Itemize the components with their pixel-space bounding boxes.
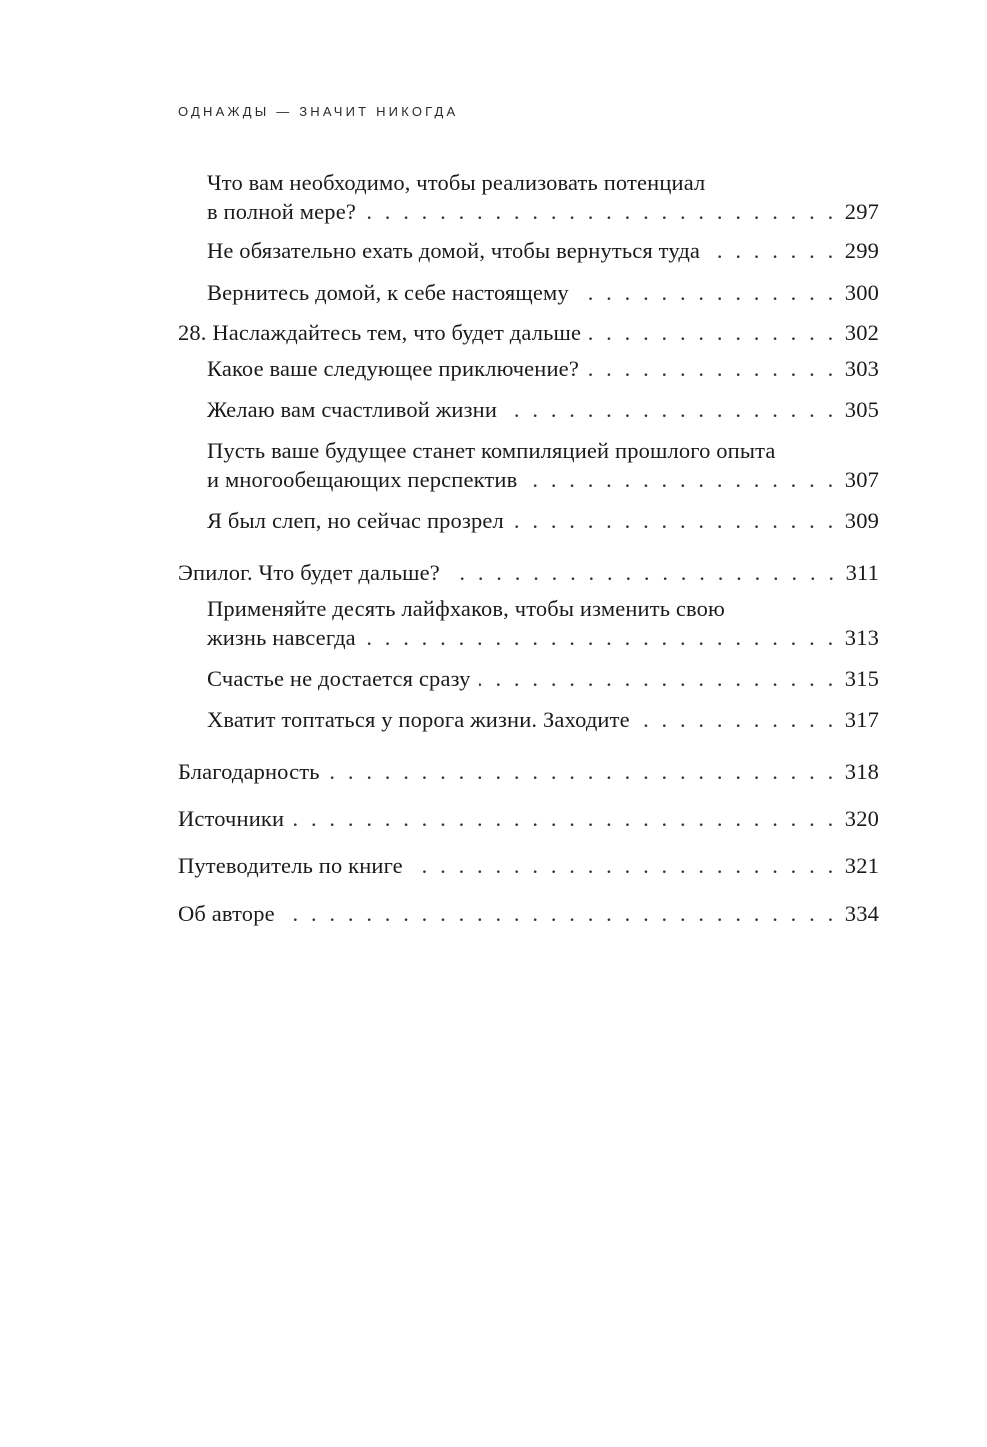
dot-leader [577,278,837,307]
toc-chapter[interactable] [178,318,879,347]
toc-entry-page: 321 [844,853,879,878]
toc-entry[interactable] [207,705,879,734]
toc-entry-title: Об авторе [178,901,275,926]
toc-chapter[interactable] [178,804,879,833]
dot-leader [328,757,837,786]
toc-entry-page: 305 [844,397,879,422]
toc-entry-page: 300 [844,280,879,305]
toc-entry-title: жизнь навсегда [207,625,356,650]
dot-leader [708,236,837,265]
toc-chapter[interactable] [178,757,879,786]
running-head: ОДНАЖДЫ — ЗНАЧИТ НИКОГДА [178,104,459,119]
dot-leader [587,354,837,383]
dot-leader [505,395,837,424]
toc-entry-page: 303 [844,356,879,381]
toc-entry[interactable] [207,594,879,652]
toc-entry-title: и многообещающих перспектив [207,467,518,492]
toc-entry-page: 320 [844,806,879,831]
toc-entry-page: 313 [844,625,879,650]
toc-entry-title: Вернитесь домой, к себе настоящему [207,280,569,305]
toc-entry-page: 311 [845,560,879,585]
dot-leader [283,899,837,928]
toc-chapter[interactable] [178,851,879,880]
dot-leader [589,318,837,347]
toc-entry-title: Счастье не достается сразу [207,666,471,691]
toc-entry-title: 28. Наслаждайтесь тем, что будет дальше [178,320,582,345]
dot-leader [479,664,837,693]
toc-chapter[interactable] [178,899,879,928]
toc-entry-title: Какое ваше следующее приключение? [207,356,579,381]
toc-entry[interactable] [207,436,879,494]
toc-entry-page: 309 [844,508,879,533]
toc-entry-title: Источники [178,806,285,831]
toc-entry-page: 315 [844,666,879,691]
toc-entry[interactable] [207,236,879,265]
toc-entry-page: 297 [844,199,879,224]
dot-leader [448,558,838,587]
toc-entry[interactable] [207,395,879,424]
dot-leader [525,465,836,494]
toc-entry-title: Эпилог. Что будет дальше? [178,560,440,585]
dot-leader [364,623,837,652]
toc-entry-title: в полной мере? [207,199,356,224]
dot-leader [411,851,837,880]
toc-entry[interactable] [207,664,879,693]
toc-entry-title: Я был слеп, но сейчас прозрел [207,508,504,533]
toc-entry-page: 317 [844,707,879,732]
toc-entry-title: Хватит топтаться у порога жизни. Заходите [207,707,630,732]
toc-entry-page: 307 [844,467,879,492]
toc-entry-title: Желаю вам счастливой жизни [207,397,498,422]
toc-entry[interactable] [207,354,879,383]
toc-entry[interactable] [207,506,879,535]
toc-entry[interactable] [207,278,879,307]
toc-entry-page: 334 [844,901,879,926]
toc-entry-first-line: Что вам необходимо, чтобы реализовать потенциал [207,170,706,195]
toc-entry-title: Не обязательно ехать домой, чтобы вернуться туда [207,238,701,263]
toc-entry-page: 318 [844,759,879,784]
toc-entry-page: 302 [844,320,879,345]
toc-entry[interactable] [207,168,879,226]
toc-entry-first-line: Пусть ваше будущее станет компиляцией прошлого опыта [207,438,776,463]
toc-entry-title: Путеводитель по книге [178,853,403,878]
dot-leader [512,506,837,535]
dot-leader [638,705,837,734]
dot-leader [364,197,837,226]
toc-entry-first-line: Применяйте десять лайфхаков, чтобы изменить свою [207,596,726,621]
toc-chapter[interactable] [178,558,879,587]
toc-entry-page: 299 [844,238,879,263]
dot-leader [292,804,837,833]
toc-entry-title: Благодарность [178,759,320,784]
